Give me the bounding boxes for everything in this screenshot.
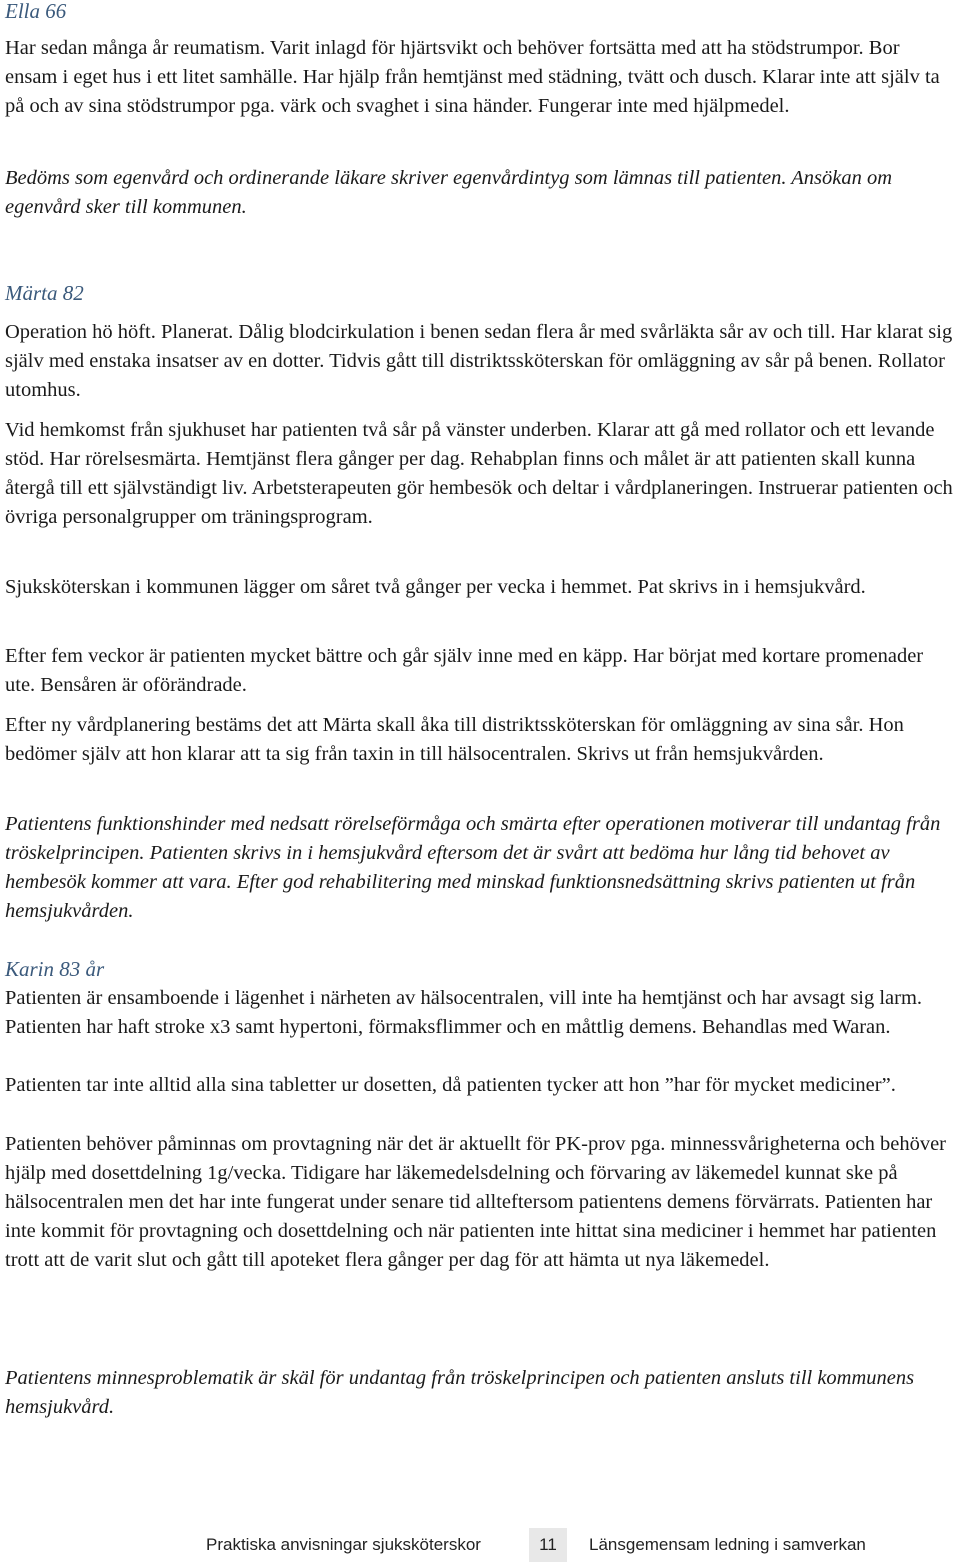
page-number: 11 xyxy=(529,1528,567,1562)
case-paragraph: Efter ny vårdplanering bestäms det att Märta skall åka till distriktssköterskan för omläggning av sina sår. Hon bedömer själv att hon klarar att ta sig från taxin in till hälsocentralen. Skrivs ut från hemsjukvården. xyxy=(5,714,904,765)
footer-left-text: Praktiska anvisningar sjuksköterskor xyxy=(206,1535,481,1554)
page-footer xyxy=(0,1528,960,1562)
case-heading-marta: Märta 82 xyxy=(5,281,84,305)
case-assessment: Patientens funktionshinder med nedsatt rörelseförmåga och smärta efter operationen motiverar till undantag från tröskelprincipen. Patienten skrivs in i hemsjukvård eftersom det är svårt att bedöma hur lång tid behovet av hembesök kommer att vara. Efter god rehabilitering med minskad funktionsnedsättning skrivs patienten ut från hemsjukvården. xyxy=(5,813,941,922)
footer-right-text: Länsgemensam ledning i samverkan xyxy=(589,1535,866,1554)
case-paragraph: Patienten behöver påminnas om provtagning när det är aktuellt för PK-prov pga. minnessvårigheterna och behöver hjälp med dosettdelning 1g/vecka. Tidigare har läkemedelsdelning och förvaring av läkemedel kunnat ske på hälsocentralen men det har inte fungerat under senare tid allteftersom patientens demens förvärrats. Patienten har inte kommit för provtagning och dosettdelning och när patienten inte hittat sina mediciner i hemmet har patienten trott att de varit slut och gått till apoteket flera gånger per dag för att hämta ut nya läkemedel. xyxy=(5,1133,947,1271)
case-paragraph: Operation hö höft. Planerat. Dålig blodcirkulation i benen sedan flera år med svårläkta sår av och till. Har klarat sig själv med enstaka insatser av en dotter. Tidvis gått till distriktssköterskan för omläggning av sår på benen. Rollator utomhus. xyxy=(5,321,953,401)
case-paragraph: Efter fem veckor är patienten mycket bättre och går själv inne med en käpp. Har börjat med kortare promenader ute. Bensåren är oförändrade. xyxy=(5,645,924,696)
case-heading-ella: Ella 66 xyxy=(5,0,67,23)
case-paragraph: Sjuksköterskan i kommunen lägger om såret två gånger per vecka i hemmet. Pat skrivs in i hemsjukvård. xyxy=(5,576,866,598)
case-paragraph: Patienten tar inte alltid alla sina tabletter ur dosetten, då patienten tycker att hon ”har för mycket mediciner”. xyxy=(5,1074,896,1096)
case-assessment: Patientens minnesproblematik är skäl för undantag från tröskelprincipen och patienten ansluts till kommunens hemsjukvård. xyxy=(5,1367,915,1418)
case-paragraph: Vid hemkomst från sjukhuset har patienten två sår på vänster underben. Klarar att gå med rollator och ett levande stöd. Har rörelsesmärta. Hemtjänst flera gånger per dag. Rehabplan finns och målet är att patienten skall kunna återgå till ett självständigt liv. Arbetsterapeuten gör hembesök och deltar i vårdplaneringen. Instruerar patienten och övriga personalgrupper om träningsprogram. xyxy=(5,419,953,528)
case-assessment: Bedöms som egenvård och ordinerande läkare skriver egenvårdintyg som lämnas till patienten. Ansökan om egenvård sker till kommunen. xyxy=(5,167,893,218)
case-heading-karin: Karin 83 år xyxy=(5,957,105,981)
case-paragraph: Har sedan många år reumatism. Varit inlagd för hjärtsvikt och behöver fortsätta med att ha stödstrumpor. Bor ensam i eget hus i ett litet samhälle. Har hjälp från hemtjänst med städning, tvätt och dusch. Klarar inte att själv ta på och av sina stödstrumpor pga. värk och svaghet i sina händer. Fungerar inte med hjälpmedel. xyxy=(5,37,940,117)
case-paragraph: Patienten är ensamboende i lägenhet i närheten av hälsocentralen, vill inte ha hemtjänst och har avsagt sig larm. Patienten har haft stroke x3 samt hypertoni, förmaksflimmer och en måttlig demens. Behandlas med Waran. xyxy=(5,987,923,1038)
